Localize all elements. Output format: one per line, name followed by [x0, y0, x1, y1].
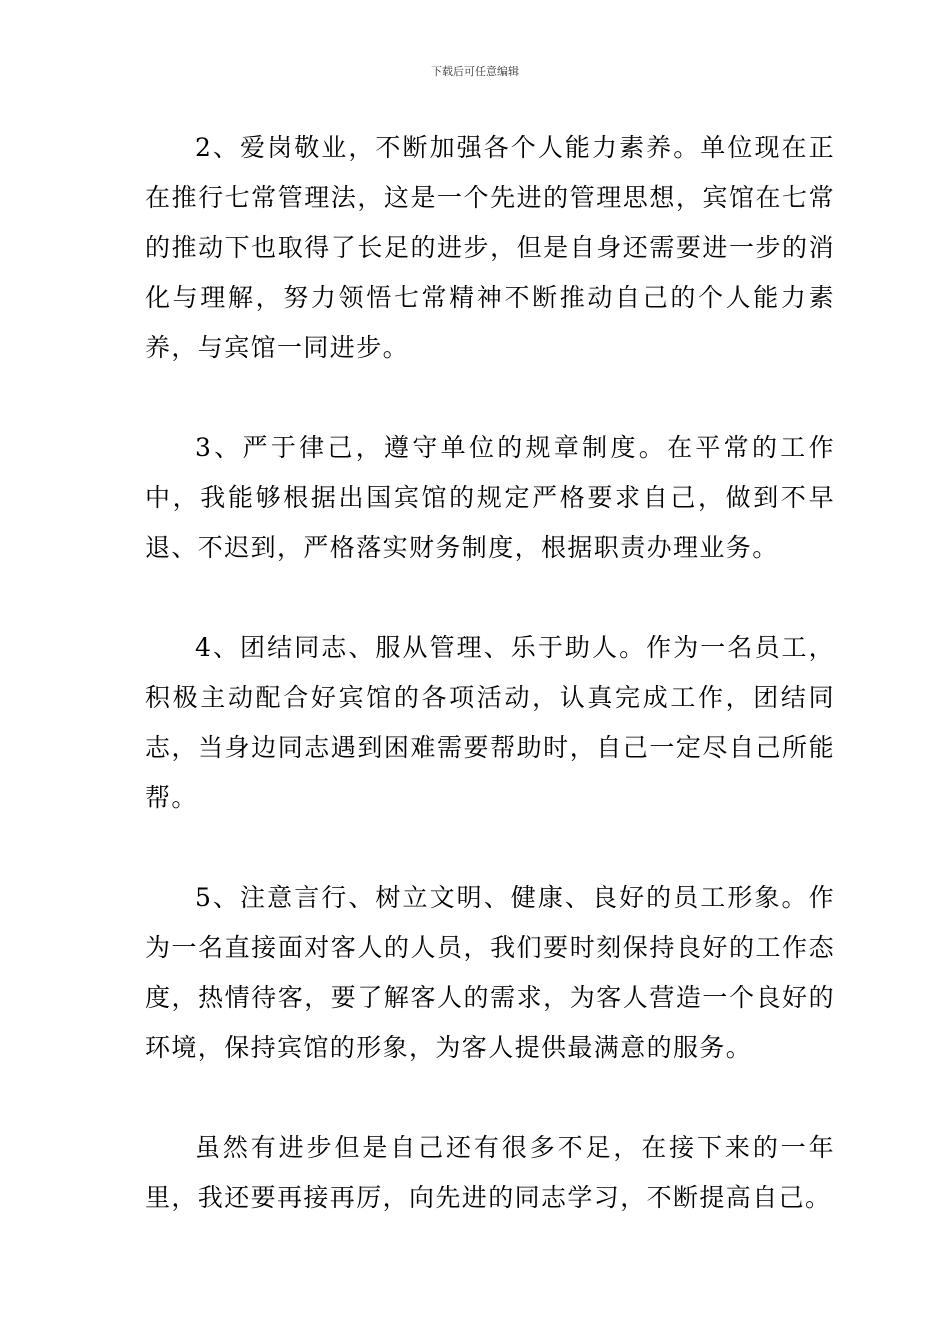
page-header-note: 下载后可任意编辑	[431, 65, 519, 78]
paragraph-item-5: 5、注意言行、树立文明、健康、良好的员工形象。作为一名直接面对客人的人员，我们要时刻保持良好的工作态度，热情待客，要了解客人的需求，为客人营造一个良好的环境，保持宾馆的形象，为客人提供最满意的服务。	[145, 883, 835, 1062]
paragraph-item-2: 2、爱岗敬业，不断加强各个人能力素养。单位现在正在推行七常管理法，这是一个先进的管理思想，宾馆在七常的推动下也取得了长足的进步，但是自身还需要进一步的消化与理解，努力领悟七常精神不断推动自己的个人能力素养，与宾馆一同进步。	[145, 133, 835, 362]
paragraph-item-3: 3、严于律己，遵守单位的规章制度。在平常的工作中，我能够根据出国宾馆的规定严格要求自己，做到不早退、不迟到，严格落实财务制度，根据职责办理业务。	[145, 433, 835, 562]
paragraph-conclusion: 虽然有进步但是自己还有很多不足，在接下来的一年里，我还要再接再厉，向先进的同志学习，不断提高自己。	[145, 1133, 835, 1212]
paragraph-item-4: 4、团结同志、服从管理、乐于助人。作为一名员工，积极主动配合好宾馆的各项活动，认真完成工作，团结同志，当身边同志遇到困难需要帮助时，自己一定尽自己所能帮。	[145, 633, 835, 812]
document-body	[145, 123, 835, 1223]
